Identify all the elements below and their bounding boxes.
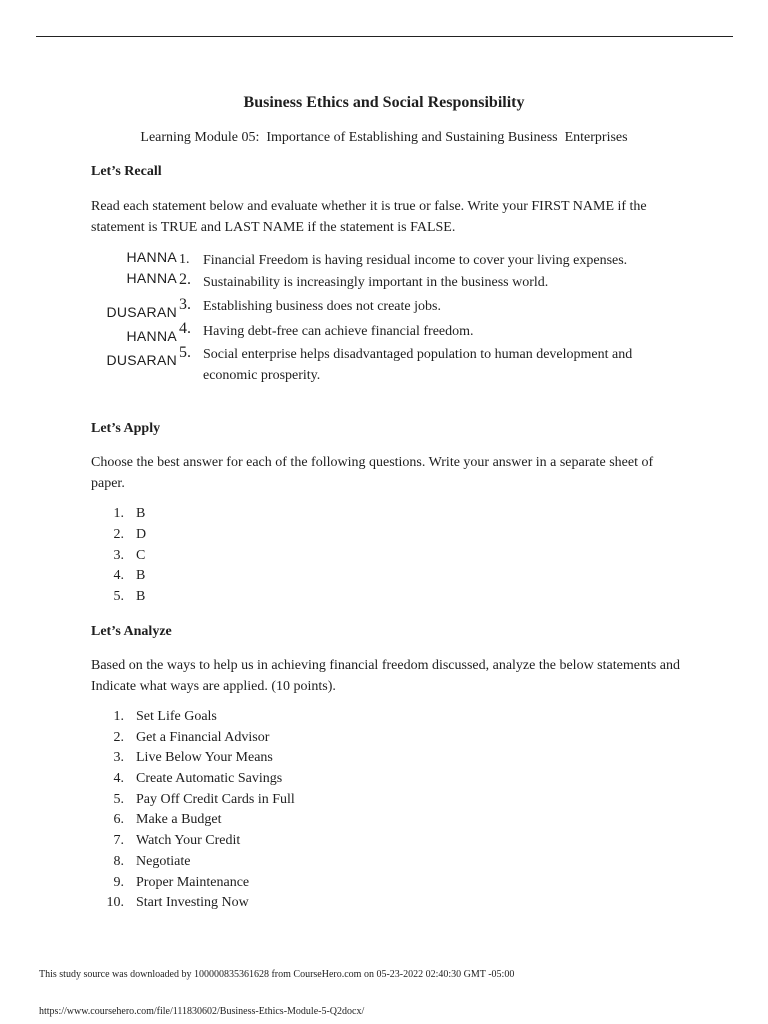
list-item xyxy=(0,568,768,589)
recall-number: 3. xyxy=(179,296,191,313)
list-number: 9. xyxy=(113,875,124,890)
list-item xyxy=(0,730,768,751)
list-text: Set Life Goals xyxy=(136,709,217,724)
recall-answer: DUSARAN xyxy=(106,352,177,368)
recall-heading: Let’s Recall xyxy=(91,164,162,179)
list-text: B xyxy=(136,589,146,604)
list-text: D xyxy=(136,527,147,542)
list-text: Live Below Your Means xyxy=(136,750,273,765)
source-url[interactable]: https://www.coursehero.com/file/111830602/Business-Ethics-Module-5-Q2docx/ xyxy=(39,1006,365,1017)
list-number: 3. xyxy=(113,750,124,765)
recall-number: 5. xyxy=(179,344,191,361)
list-item xyxy=(0,833,768,854)
list-text: Start Investing Now xyxy=(136,895,249,910)
list-item xyxy=(0,709,768,730)
document-subtitle: Learning Module 05: Importance of Establishing and Sustaining Business Enterprises xyxy=(140,130,628,145)
recall-number: 1. xyxy=(179,252,190,267)
list-text: Create Automatic Savings xyxy=(136,771,283,786)
recall-statement: Establishing business does not create jobs. xyxy=(203,299,441,314)
list-item xyxy=(0,854,768,875)
analyze-heading: Let’s Analyze xyxy=(91,624,172,639)
list-number: 2. xyxy=(113,527,124,542)
list-number: 3. xyxy=(113,548,124,563)
recall-instructions: Read each statement below and evaluate whether it is true or false. Write your FIRST NAME if the statement is TRUE and LAST NAME if the statement is FALSE. xyxy=(91,199,647,235)
list-item xyxy=(0,548,768,569)
top-divider xyxy=(36,36,733,37)
list-number: 2. xyxy=(113,730,124,745)
list-item xyxy=(0,750,768,771)
recall-number: 4. xyxy=(179,320,191,337)
list-item xyxy=(0,812,768,833)
list-item xyxy=(0,771,768,792)
list-number: 1. xyxy=(113,506,124,521)
list-item xyxy=(0,527,768,548)
list-item xyxy=(0,895,768,916)
list-text: Get a Financial Advisor xyxy=(136,730,270,745)
list-number: 1. xyxy=(113,709,124,724)
recall-answer: HANNA xyxy=(126,328,177,344)
list-text: Watch Your Credit xyxy=(136,833,241,848)
list-number: 6. xyxy=(113,812,124,827)
list-text: B xyxy=(136,506,146,521)
list-number: 10. xyxy=(106,895,124,910)
list-text: C xyxy=(136,548,146,563)
document-title: Business Ethics and Social Responsibility xyxy=(243,94,525,111)
recall-statement: Financial Freedom is having residual income to cover your living expenses. xyxy=(203,253,628,268)
recall-answer: HANNA xyxy=(126,249,177,265)
list-number: 8. xyxy=(113,854,124,869)
analyze-instructions: Based on the ways to help us in achieving financial freedom discussed, analyze the below statements and Indicate what ways are applied. (10 points). xyxy=(91,658,680,694)
list-text: B xyxy=(136,568,146,583)
list-number: 4. xyxy=(113,568,124,583)
list-number: 4. xyxy=(113,771,124,786)
list-text: Negotiate xyxy=(136,854,191,869)
list-number: 7. xyxy=(113,833,124,848)
recall-number: 2. xyxy=(179,271,191,288)
recall-statement: Having debt-free can achieve financial freedom. xyxy=(203,324,474,339)
list-number: 5. xyxy=(113,792,124,807)
apply-heading: Let’s Apply xyxy=(91,421,161,436)
list-text: Pay Off Credit Cards in Full xyxy=(136,792,295,807)
list-item xyxy=(0,589,768,610)
list-item xyxy=(0,792,768,813)
recall-answer: HANNA xyxy=(126,270,177,286)
list-item xyxy=(0,506,768,527)
list-item xyxy=(0,875,768,896)
recall-answer: DUSARAN xyxy=(106,304,177,320)
apply-instructions: Choose the best answer for each of the following questions. Write your answer in a separate sheet of paper. xyxy=(91,455,654,491)
list-text: Make a Budget xyxy=(136,812,222,827)
recall-statement: Sustainability is increasingly important in the business world. xyxy=(203,275,549,290)
download-notice: This study source was downloaded by 100000835361628 from CourseHero.com on 05-23-2022 02:40:30 GMT -05:00 xyxy=(39,969,515,980)
recall-statement: Social enterprise helps disadvantaged population to human development and economic prosperity. xyxy=(203,347,633,383)
list-number: 5. xyxy=(113,589,124,604)
list-text: Proper Maintenance xyxy=(136,875,250,890)
